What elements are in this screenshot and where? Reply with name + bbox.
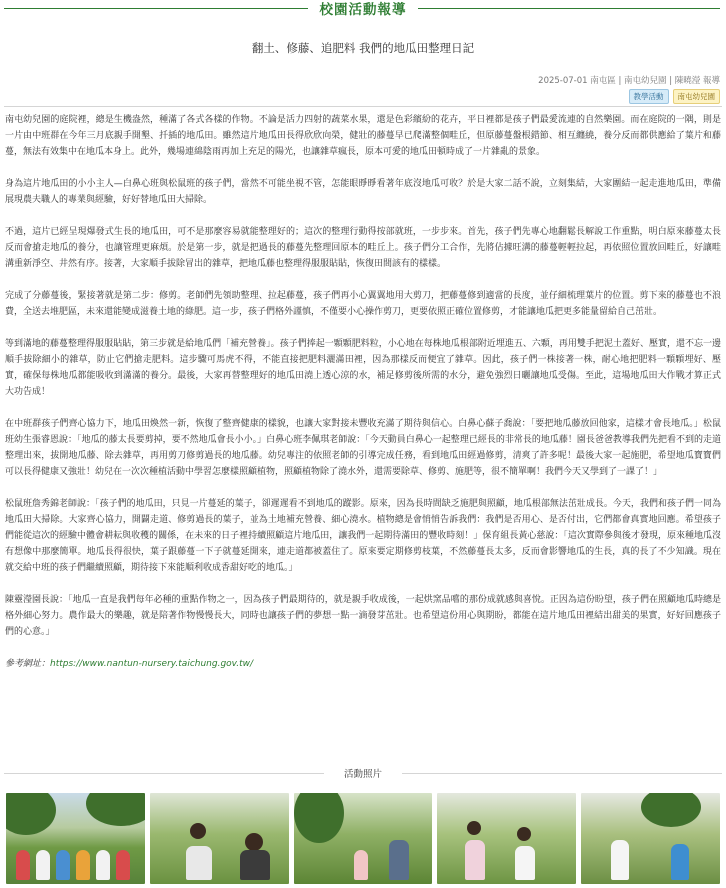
photos-line-right (402, 773, 722, 774)
tag-list (629, 89, 721, 104)
activity-photo[interactable] (150, 793, 289, 884)
section-banner (0, 0, 726, 18)
reference-link[interactable]: https://www.nantun-nursery.taichung.gov.tw/ (50, 659, 254, 669)
banner-title: 校園活動報導 (319, 2, 407, 18)
photo-gallery (6, 793, 720, 884)
activity-photo[interactable] (581, 793, 720, 884)
reference-line (5, 656, 721, 669)
article-paragraph: 完成了分藤蔓後，緊接著就是第二步：修剪。老師們先領助整理、拉起藤蔓，孩子們再小心翼翼地用大剪刀，把藤蔓修到適當的長度，並仔細梳理葉片的位置。剪下來的藤蔓也不浪費，全送去堆肥區，未來還能變成滋養土地的綠肥。這一步，孩子們格外謹慎，不僅要小心操作剪刀，更要依照正確位置修剪，才能讓地瓜把更多能量留給自己茁壯。 (5, 291, 721, 317)
reference-label: 參考網址： (5, 659, 51, 669)
header-divider (4, 106, 722, 107)
article-paragraph: 在中班群孩子們齊心協力下，地瓜田煥然一新，恢復了整齊健康的樣貌，也讓大家對接未豐收充滿了期待與信心。白鼻心蘇子喬說：「要把地瓜藤放回他家，這樣才會長地瓜。」松鼠班幼生張睿恩說：「地瓜的藤太長要剪掉，要不然地瓜會長小小。」白鼻心班李佩琪老師說：「今天動員白鼻心一起整理已經長的非常長的地瓜藤！園長爸爸教導我們先把看不到的走道整理出來，拔開地瓜藤、除去雜草，再用剪刀修剪過長的地瓜藤。幼兒專注的依照老師的引導完成任務，看到地瓜田經過修剪，清爽了許多呢！最後大家一起施肥，希望地瓜寶寶們可以長得健康又強壯！幼兒在一次次種植活動中學習怎麼樣照顧植物，照顧植物除了澆水外，還需要除草、修剪、施肥等，很不簡單啊！我們今天又學到了一課了！」 (5, 419, 721, 477)
article-paragraph: 不過，這片已經呈現爆發式生長的地瓜田，可不是那麼容易就能整理好的；這次的整理行動得按部就班，一步步來。首先，孩子們先專心地翻鬆長解說工作重點，明白原來藤蔓太長反而會搶走地瓜的養分，也讓管理更麻煩。於是第一步，就是把過長的藤蔓先整理回原本的畦丘上。孩子們分工合作，先將佔據旺溝的藤蔓輕輕拉起，再依照位置放回畦丘，好讓畦溝重新淨空、井然有序。接著，大家順手拔除冒出的雜草，把地瓜藤也整理得服服貼貼，恢復田間該有的樣樣。 (5, 227, 721, 269)
article-meta: 2025-07-01 南屯區 | 南屯幼兒園 | 陳曉瀅 報導 (538, 76, 720, 86)
activity-photo[interactable] (294, 793, 433, 884)
article-paragraph: 等到滿地的藤蔓整理得服服貼貼，第三步就是給地瓜們「補充營養」。孩子們捧起一顆顆肥料粒，小心地在每株地瓜根部附近埋進五、六顆，再用雙手把泥土蓋好、壓實，還不忘一邊順手拔除細小的雜草，防止它們搶走肥料。這步驟可馬虎不得，不能直接把肥料灑滿田裡，因為那樣反而便宜了雜草。因此，孩子們一株接著一株，耐心地把肥料一顆顆埋好、壓實，確保每株地瓜都能吸收到滿滿的養分。最後，大家再替整理好的地瓜田澆上透心涼的水，補足修剪後所需的水分，避免強烈日曬讓地瓜受傷。至此，這場地瓜田大作戰才算正式大功告成！ (5, 339, 721, 397)
article-title: 翻土、修藤、追肥料 我們的地瓜田整理日記 (251, 41, 475, 55)
banner-line-right (418, 8, 720, 9)
activity-photo[interactable] (437, 793, 576, 884)
article-paragraph: 松鼠班詹秀錦老師說：「孩子們的地瓜田，只見一片蔓延的葉子，卻遲遲看不到地瓜的蹤影。原來，因為長時間缺乏施肥與照顧，地瓜根部無法茁壯成長。今天，我們和孩子們一同為地瓜田大掃除。大家齊心協力，開闢走道、修剪過長的葉子，並為土地補充營養、細心澆水。植物總是會悄悄告訴我們：我們是否用心、是否付出，它們都會真實地回應。希望孩子們能從這次的經驗中體會耕耘與收穫的關係，在未來的日子裡持續照顧這片地瓜田，讓我們一起期待滿田的豐收時刻！」保育組長黃心慈說：「這次實際參與後才發現，原來種地瓜沒有想像中那麼簡單。地瓜長得很快，葉子跟藤蔓一下子就蔓延開來，連走道都被蓋住了。原來要定期修剪枝葉，不然藤蔓長太多，反而會影響地瓜的生長，真的長了不少知識。現在就交給中班的孩子們繼續照顧，期待接下來能順利收成香甜好吃的地瓜。」 (5, 499, 721, 573)
article-paragraph: 南屯幼兒園的庭院裡，總是生機盎然，種滿了各式各樣的作物。不論是活力四射的蔬菜水果，還是色彩繽紛的花卉，平日裡都是孩子們最愛流連的自然樂園。而在庭院的一隅，則是一片由中班群在今年三月底親手開墾、扦插的地瓜田。雖然這片地瓜田長得欣欣向榮，健壯的藤蔓早已爬滿整個畦丘，但原藤蔓盤根錯節、相互纏繞，養分反而都供應給了葉片和藤蔓，無法有效集中在地瓜本身上。此外，幾場連綿陰雨再加上充足的陽光，也讓雜草瘋長，原本可愛的地瓜田頓時成了一片雜亂的景象。 (5, 115, 721, 157)
article-paragraph: 身為這片地瓜田的小小主人—白鼻心班與松鼠班的孩子們，當然不可能坐視不管，怎能眼睜睜看著年底沒地瓜可收？於是大家二話不說，立刻集結，大家團結一起走進地瓜田，準備展現農夫職人的專業與經驗，好好替地瓜田大掃除。 (5, 179, 721, 205)
photos-section-title: 活動照片 (343, 769, 382, 780)
activity-photo[interactable] (6, 793, 145, 884)
article-body (5, 112, 721, 669)
tag-school[interactable]: 南屯幼兒園 (673, 89, 721, 104)
tag-teaching-activity[interactable]: 教學活動 (629, 89, 669, 104)
banner-line-left (4, 8, 308, 9)
article-paragraph: 陳靈瀅園長說：「地瓜一直是我們每年必種的重點作物之一，因為孩子們最期待的，就是親手收成後，一起烘窯品嚐的那份成就感與喜悅。正因為這份盼望，孩子們在照顧地瓜時總是格外細心努力。農作最大的樂趣，就是陪著作物慢慢長大，同時也讓孩子們的夢想一點一滴發芽茁壯。也希望這份用心與期盼，都能在這片地瓜田裡結出甜美的果實，好好回應孩子們的心意。」 (5, 595, 721, 637)
